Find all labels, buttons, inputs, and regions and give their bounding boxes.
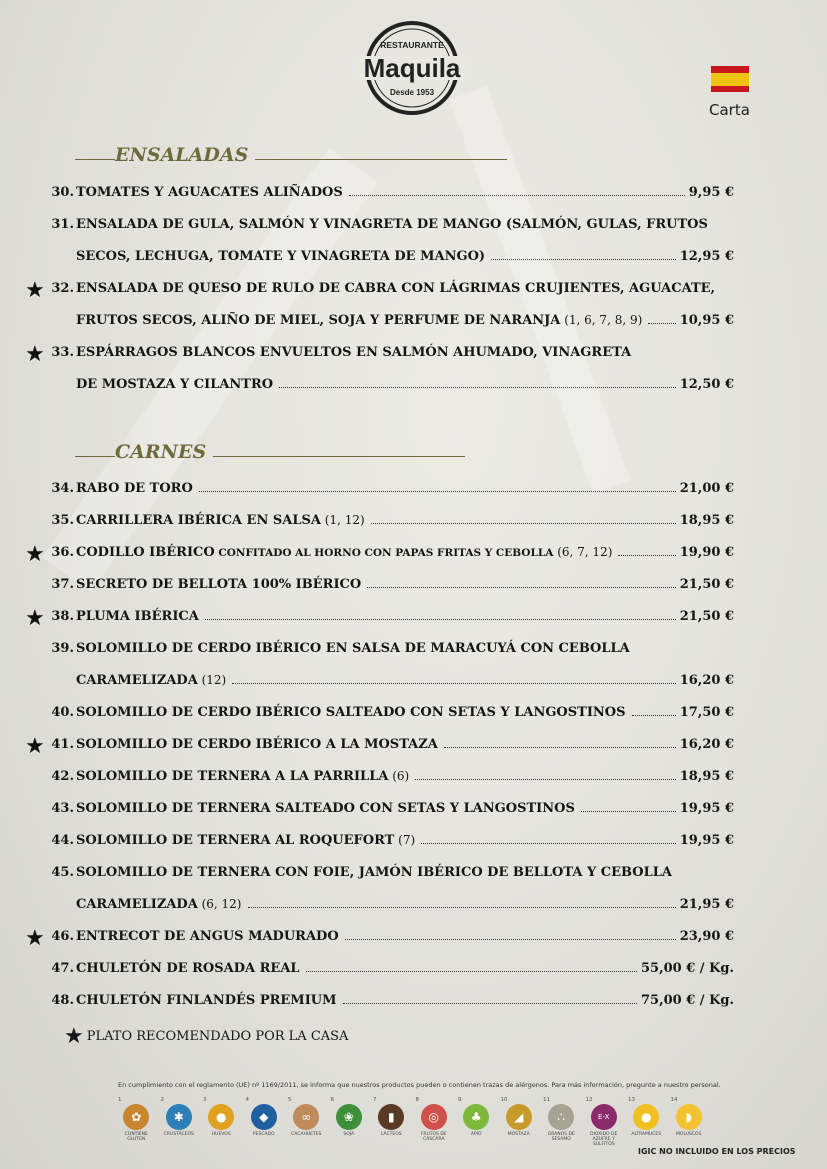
logo-name-text: Maquila [363, 53, 461, 83]
item-name: CODILLO IBÉRICO [76, 545, 215, 560]
allergen-number: 12 [585, 1097, 593, 1103]
allergen-number: 2 [160, 1097, 164, 1103]
recommended-star-icon: ★ [25, 342, 45, 367]
menu-item-line [48, 281, 734, 305]
dot-leader [618, 554, 675, 556]
item-number: 46. [51, 929, 74, 944]
allergen-label: CRUSTÁCEOS [163, 1132, 194, 1137]
allergen-icon: ◎ [421, 1104, 447, 1130]
menu-item-line [48, 897, 734, 921]
dot-leader [367, 586, 676, 588]
dot-leader [648, 322, 675, 324]
allergen-icon-bar [115, 1097, 710, 1147]
allergen-icon: ∴ [548, 1104, 574, 1130]
allergen-icon: ✱ [166, 1104, 192, 1130]
item-name: SOLOMILLO DE CERDO IBÉRICO A LA MOSTAZA [76, 737, 438, 752]
item-price: 16,20 € [679, 737, 734, 752]
dot-leader [345, 938, 676, 940]
heading-rule [75, 159, 115, 160]
item-name: SOLOMILLO DE CERDO IBÉRICO EN SALSA DE MARACUYÁ CON CEBOLLA [76, 641, 630, 656]
dot-leader [343, 1002, 637, 1004]
allergen-label: ALTRAMUCES [631, 1132, 662, 1137]
item-number: 34. [51, 481, 74, 496]
item-number: 32. [51, 281, 74, 296]
allergen-icon: ◆ [251, 1104, 277, 1130]
allergen-icon: ♣ [463, 1104, 489, 1130]
allergen-number: 8 [415, 1097, 419, 1103]
item-price: 21,00 € [679, 481, 734, 496]
item-name: SOLOMILLO DE TERNERA SALTEADO CON SETAS Y LANGOSTINOS [76, 801, 575, 816]
logo-top-text: RESTAURANTE [380, 40, 444, 50]
item-allergens: (12) [197, 673, 227, 687]
recommended-star-icon: ★ [25, 734, 45, 759]
item-price: 19,95 € [679, 833, 734, 848]
dot-leader [306, 970, 637, 972]
item-name: SECOS, LECHUGA, TOMATE Y VINAGRETA DE MANGO) [76, 249, 486, 264]
item-price: 19,95 € [679, 801, 734, 816]
item-allergens: (6, 12) [197, 897, 242, 911]
allergen-item [540, 1097, 583, 1147]
allergen-icon: ▮ [378, 1104, 404, 1130]
allergen-label: DIÓXIDO DE AZUFRE Y SULFITOS [590, 1132, 618, 1147]
allergen-icon: ● [633, 1104, 659, 1130]
dot-leader [371, 522, 676, 524]
allergen-number: 14 [670, 1097, 678, 1103]
logo-since-text: Desde 1953 [389, 88, 435, 97]
menu-item-line [48, 673, 734, 697]
allergen-item [625, 1097, 668, 1147]
legend-text: PLATO RECOMENDADO POR LA CASA [86, 1029, 349, 1044]
allergen-icon: ● [208, 1104, 234, 1130]
allergen-label: CONTIENE GLUTEN [124, 1132, 148, 1142]
allergen-label: MOLUSCOS [676, 1132, 702, 1137]
menu-item-line [48, 513, 734, 537]
allergen-label: PESCADO [252, 1132, 275, 1137]
allergen-label: LÁCTEOS [380, 1132, 402, 1137]
menu-item-line [48, 961, 734, 985]
item-number: 31. [51, 217, 74, 232]
dot-leader [279, 386, 676, 388]
allergen-number: 13 [628, 1097, 635, 1103]
item-name: TOMATES Y AGUACATES ALIÑADOS [76, 185, 343, 200]
item-number: 48. [51, 993, 74, 1008]
allergen-item [200, 1097, 243, 1147]
allergen-number: 11 [543, 1097, 550, 1103]
item-number: 37. [51, 577, 74, 592]
dot-leader [632, 714, 676, 716]
allergen-number: 9 [458, 1097, 462, 1103]
item-name: ENSALADA DE GULA, SALMÓN Y VINAGRETA DE MANGO (SALMÓN, GULAS, FRUTOS [76, 217, 708, 232]
allergen-label: SOJA [343, 1132, 355, 1137]
item-price: 21,95 € [679, 897, 734, 912]
dot-leader [349, 194, 685, 196]
allergen-item [243, 1097, 286, 1147]
item-name: CARRILLERA IBÉRICA EN SALSA [76, 513, 321, 528]
recommended-star-icon: ★ [25, 926, 45, 951]
item-price: 19,90 € [679, 545, 734, 560]
item-price: 17,50 € [679, 705, 734, 720]
recommended-legend [64, 1024, 348, 1049]
allergen-icon: ◢ [506, 1104, 532, 1130]
item-name: ENSALADA DE QUESO DE RULO DE CABRA CON LÁGRIMAS CRUJIENTES, AGUACATE, [76, 281, 716, 296]
item-name: DE MOSTAZA Y CILANTRO [76, 377, 274, 392]
dot-leader [491, 258, 676, 260]
recommended-star-icon: ★ [25, 606, 45, 631]
heading-rule [255, 159, 507, 160]
allergen-label: MOSTAZA [507, 1132, 530, 1137]
menu-item-line [48, 833, 734, 857]
item-number: 30. [51, 185, 74, 200]
section-title: CARNES [115, 441, 207, 463]
item-number: 33. [51, 345, 74, 360]
allergen-icon: ❀ [336, 1104, 362, 1130]
item-allergens: (1, 6, 7, 8, 9) [560, 313, 643, 327]
allergen-number: 1 [118, 1097, 122, 1103]
item-allergens: (7) [394, 833, 416, 847]
allergen-number: 4 [245, 1097, 249, 1103]
allergen-item [370, 1097, 413, 1147]
menu-item-line [48, 769, 734, 793]
item-allergens: (6, 7, 12) [553, 545, 613, 559]
item-number: 41. [51, 737, 74, 752]
recommended-star-icon: ★ [25, 542, 45, 567]
heading-rule [213, 456, 465, 457]
item-name: SOLOMILLO DE CERDO IBÉRICO SALTEADO CON SETAS Y LANGOSTINOS [76, 705, 626, 720]
menu-item-line [48, 865, 734, 889]
dot-leader [199, 490, 676, 492]
spain-flag-icon[interactable] [711, 66, 749, 92]
allergen-item [583, 1097, 626, 1147]
item-price: 16,20 € [679, 673, 734, 688]
menu-item-line [48, 313, 734, 337]
allergen-icon: ✿ [123, 1104, 149, 1130]
item-name: PLUMA IBÉRICA [76, 609, 199, 624]
item-name: SOLOMILLO DE TERNERA AL ROQUEFORT [76, 833, 395, 848]
menu-item-line [48, 609, 734, 633]
allergen-number: 6 [330, 1097, 334, 1103]
item-number: 47. [51, 961, 74, 976]
restaurant-logo [356, 18, 468, 118]
section-heading-ensaladas [75, 144, 507, 166]
heading-rule [75, 456, 115, 457]
item-name: CARAMELIZADA [76, 897, 198, 912]
allergen-item [328, 1097, 371, 1147]
menu-item-line [48, 577, 734, 601]
allergen-icon: ∞ [293, 1104, 319, 1130]
allergen-icon: ◗ [676, 1104, 702, 1130]
item-price: 12,95 € [679, 249, 734, 264]
menu-item-line [48, 249, 734, 273]
dot-leader [421, 842, 676, 844]
item-name: RABO DE TORO [76, 481, 193, 496]
igic-note: IGIC NO INCLUIDO EN LOS PRECIOS [638, 1147, 796, 1156]
section-heading-carnes [75, 441, 465, 463]
item-name: CHULETÓN FINLANDÉS PREMIUM [76, 993, 337, 1008]
item-price: 18,95 € [679, 513, 734, 528]
allergen-number: 7 [373, 1097, 377, 1103]
item-name: ESPÁRRAGOS BLANCOS ENVUELTOS EN SALMÓN AHUMADO, VINAGRETA [76, 345, 632, 360]
allergen-item [115, 1097, 158, 1147]
item-number: 39. [51, 641, 74, 656]
allergen-item [498, 1097, 541, 1147]
allergen-notice: En cumplimiento con el reglamento (UE) nº 1169/2011, se informa que nuestros productos pueden o contienen trazas de alérgenos. Para más información, pregunte a nuestro personal. [118, 1081, 721, 1089]
item-name: ENTRECOT DE ANGUS MADURADO [76, 929, 339, 944]
allergen-item [285, 1097, 328, 1147]
menu-item-line [48, 481, 734, 505]
item-number: 38. [51, 609, 74, 624]
item-price: 75,00 € / Kg. [641, 993, 734, 1008]
allergen-label: HUEVOS [211, 1132, 231, 1137]
item-description: CONFITADO AL HORNO CON PAPAS FRITAS Y CEBOLLA [214, 547, 554, 559]
item-price: 55,00 € / Kg. [641, 961, 734, 976]
item-name: SECRETO DE BELLOTA 100% IBÉRICO [76, 577, 362, 592]
dot-leader [232, 682, 675, 684]
item-price: 21,50 € [679, 609, 734, 624]
item-number: 45. [51, 865, 74, 880]
dot-leader [444, 746, 676, 748]
menu-item-line [48, 217, 734, 241]
allergen-item [455, 1097, 498, 1147]
menu-item-line [48, 737, 734, 761]
item-name: SOLOMILLO DE TERNERA A LA PARRILLA [76, 769, 389, 784]
allergen-label: GRANOS DE SÉSAMO [547, 1132, 575, 1142]
item-price: 23,90 € [679, 929, 734, 944]
dot-leader [415, 778, 675, 780]
dot-leader [581, 810, 676, 812]
menu-item-line [48, 929, 734, 953]
dot-leader [205, 618, 676, 620]
item-number: 43. [51, 801, 74, 816]
allergen-item [158, 1097, 201, 1147]
allergen-label: FRUTOS DE CÁSCARA [420, 1132, 447, 1142]
menu-item-line [48, 705, 734, 729]
item-price: 21,50 € [679, 577, 734, 592]
item-name: FRUTOS SECOS, ALIÑO DE MIEL, SOJA Y PERFUME DE NARANJA [76, 313, 561, 328]
item-price: 10,95 € [679, 313, 734, 328]
item-price: 12,50 € [679, 377, 734, 392]
item-price: 9,95 € [688, 185, 734, 200]
item-number: 35. [51, 513, 74, 528]
menu-item-line [48, 545, 734, 569]
menu-item-line [48, 641, 734, 665]
item-allergens: (6) [388, 769, 410, 783]
menu-item-line [48, 185, 734, 209]
allergen-number: 5 [288, 1097, 292, 1103]
menu-item-line [48, 993, 734, 1017]
item-allergens: (1, 12) [320, 513, 365, 527]
dot-leader [248, 906, 676, 908]
allergen-icon: E-X [591, 1104, 617, 1130]
item-name: CARAMELIZADA [76, 673, 198, 688]
menu-item-line [48, 801, 734, 825]
recommended-star-icon: ★ [25, 278, 45, 303]
item-number: 36. [51, 545, 74, 560]
menu-item-line [48, 377, 734, 401]
allergen-number: 10 [500, 1097, 508, 1103]
item-number: 44. [51, 833, 74, 848]
item-price: 18,95 € [679, 769, 734, 784]
item-name: CHULETÓN DE ROSADA REAL [76, 961, 300, 976]
allergen-label: CACAHUETES [291, 1132, 322, 1137]
star-icon: ★ [64, 1024, 84, 1049]
language-label[interactable]: Carta [709, 101, 750, 119]
item-name: SOLOMILLO DE TERNERA CON FOIE, JAMÓN IBÉRICO DE BELLOTA Y CEBOLLA [76, 865, 672, 880]
section-title: ENSALADAS [115, 144, 249, 166]
allergen-number: 3 [203, 1097, 207, 1103]
allergen-label: APIO [470, 1132, 482, 1137]
allergen-item [668, 1097, 711, 1147]
menu-item-line [48, 345, 734, 369]
item-number: 42. [51, 769, 74, 784]
item-number: 40. [51, 705, 74, 720]
allergen-item [413, 1097, 456, 1147]
